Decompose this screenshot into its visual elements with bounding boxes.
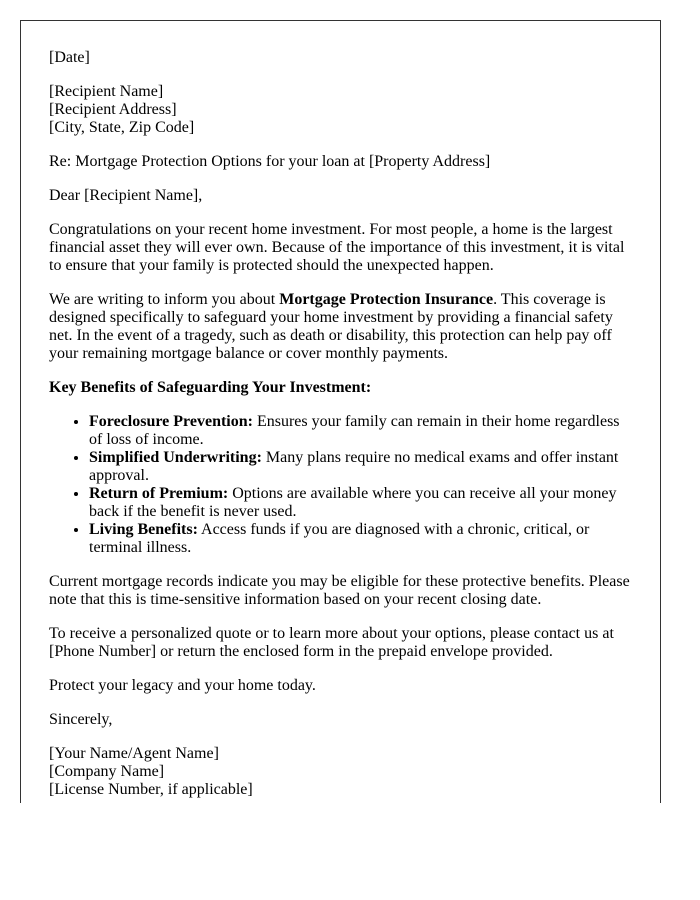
benefit-text: Options are available where you can receive all your money back if the benefit is never used.: [89, 485, 617, 520]
benefit-title: Foreclosure Prevention:: [89, 413, 253, 430]
intro-paragraph: Congratulations on your recent home investment. For most people, a home is the largest financial asset they will ever own. Because of the importance of this investment, it is vital to ensure that your family is protected should the unexpected happen.: [49, 221, 625, 274]
letter: [20, 20, 661, 803]
date: [Date]: [49, 49, 90, 66]
benefits-heading: [49, 379, 632, 397]
license-number: [License Number, if applicable]: [49, 781, 253, 798]
benefit-title: Living Benefits:: [89, 521, 198, 538]
subject-line: Re: Mortgage Protection Options for your loan at [Property Address]: [49, 153, 491, 170]
recipient-city-state-zip: [City, State, Zip Code]: [49, 119, 195, 136]
recipient-address: [Recipient Address]: [49, 101, 177, 118]
eligibility-paragraph: Current mortgage records indicate you may be eligible for these protective benefits. Please note that this is time-sensitive information based on your recent closing date.: [49, 573, 630, 608]
benefit-text: Access funds if you are diagnosed with a chronic, critical, or terminal illness.: [89, 521, 590, 556]
contact-paragraph: To receive a personalized quote or to learn more about your options, please contact us at [Phone Number] or return the enclosed form in the prepaid envelope provided.: [49, 625, 614, 660]
call-to-action: Protect your legacy and your home today.: [49, 677, 316, 694]
signature-block: [49, 745, 632, 799]
list-item: [89, 521, 632, 557]
recipient-name: [Recipient Name]: [49, 83, 164, 100]
benefit-title: Return of Premium:: [89, 485, 229, 502]
benefits-list: [49, 413, 632, 557]
sender-name: [Your Name/Agent Name]: [49, 745, 219, 762]
insurance-paragraph: [49, 291, 632, 363]
benefit-title: Simplified Underwriting:: [89, 449, 262, 466]
heading-text: Key Benefits of Safeguarding Your Investment:: [49, 379, 372, 396]
salutation: Dear [Recipient Name],: [49, 187, 203, 204]
text: We are writing to inform you about: [49, 291, 280, 308]
text: . This coverage is designed specifically to safeguard your home investment by providing a financial safety net. In the event of a tragedy, such as death or disability, this protection can help pay off your remaining mortgage balance or cover monthly payments.: [49, 291, 613, 362]
benefit-text: Ensures your family can remain in their home regardless of loss of income.: [89, 413, 620, 448]
list-item: [89, 413, 632, 449]
benefit-text: Many plans require no medical exams and offer instant approval.: [89, 449, 619, 484]
list-item: [89, 485, 632, 521]
product-name: Mortgage Protection Insurance: [279, 291, 494, 308]
recipient-block: [49, 83, 632, 137]
list-item: [89, 449, 632, 485]
closing: Sincerely,: [49, 711, 113, 728]
company-name: [Company Name]: [49, 763, 165, 780]
